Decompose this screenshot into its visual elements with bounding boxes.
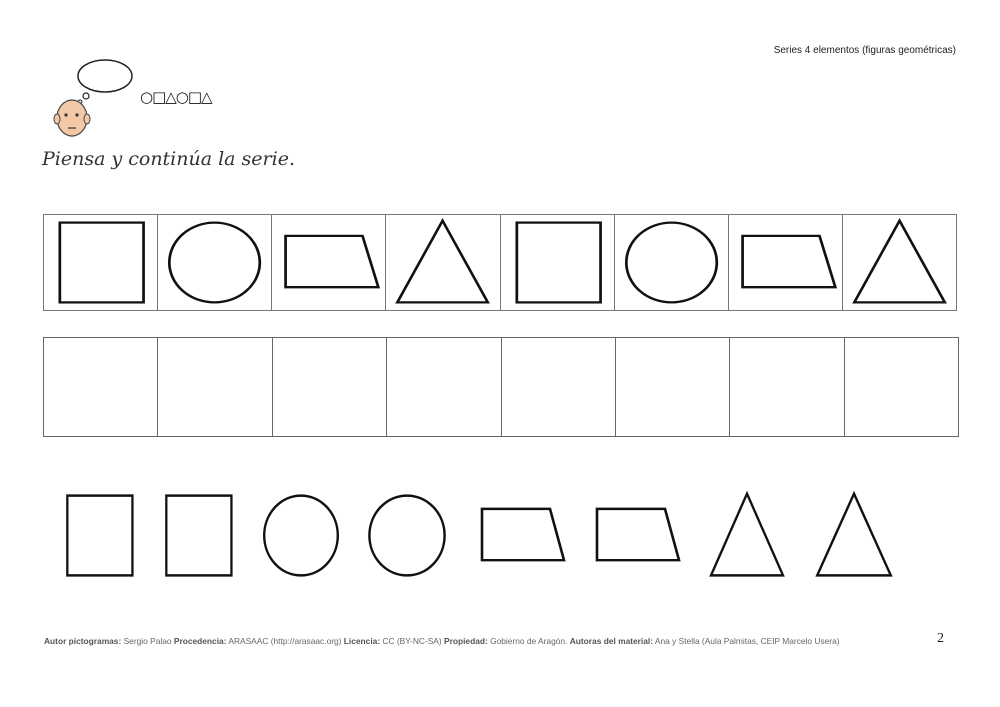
model-cell-1 [43,214,158,311]
footer-licencia-label: Licencia: [343,636,381,646]
triangle-icon [843,215,956,310]
triangle-icon [386,215,499,310]
square-shape [516,223,600,303]
square-icon [55,488,143,583]
draggable-piece-circle-4[interactable] [360,488,454,583]
answer-cell-2[interactable] [157,338,271,436]
trapezoid-shape [742,236,835,287]
answer-cell-7[interactable] [729,338,843,436]
square-shape [67,496,132,576]
answer-cell-8[interactable] [844,338,958,436]
instruction-text: Piensa y continúa la serie. [42,148,295,170]
circle-shape [369,496,444,576]
header-title: Series 4 elementos (figuras geométricas) [773,45,956,56]
answer-cell-4[interactable] [386,338,500,436]
footer-autoras-value: Ana y Stella (Aula Palmitas, CEIP Marcelo Usera) [654,636,840,646]
footer-autor-label: Autor pictogramas: [44,636,122,646]
square-shape [60,223,144,303]
footer-procedencia-label: Procedencia: [173,636,227,646]
answer-cell-3[interactable] [272,338,386,436]
square-icon [501,215,614,310]
footer-procedencia-value: ARASAAC (http://arasaac.org) [228,636,342,646]
answer-cell-6[interactable] [615,338,729,436]
circle-icon [615,215,728,310]
draggable-piece-trapezoid-6[interactable] [585,488,685,583]
trapezoid-shape [286,236,379,287]
thinking-child-icon [52,58,138,138]
model-cell-6 [614,214,729,311]
draggable-piece-square-1[interactable] [55,488,143,583]
model-cell-8 [842,214,957,311]
draggable-piece-square-2[interactable] [154,488,242,583]
footer-propiedad-value: Gobierno de Aragón. [490,636,568,646]
answer-series-row [43,337,959,437]
draggable-piece-triangle-8[interactable] [808,488,900,583]
square-shape [166,496,231,576]
triangle-shape [711,494,783,576]
footer-credits [44,636,840,646]
answer-cell-1[interactable] [44,338,157,436]
triangle-shape [398,221,489,303]
draggable-piece-circle-3[interactable] [255,488,347,583]
footer-autoras-label: Autoras del material: [569,636,654,646]
footer-propiedad-label: Propiedad: [444,636,488,646]
pictogram-shapes-text: ○□△○□△ [140,88,212,106]
page-number: 2 [937,631,944,646]
triangle-shape [854,221,945,303]
model-cell-5 [500,214,615,311]
circle-shape [169,223,260,303]
triangle-shape [817,494,891,576]
triangle-icon [808,488,900,583]
answer-cell-5[interactable] [501,338,615,436]
draggable-piece-triangle-7[interactable] [702,488,792,583]
trapezoid-icon [585,488,685,583]
trapezoid-icon [470,488,570,583]
trapezoid-icon [729,215,842,310]
model-cell-7 [728,214,843,311]
circle-icon [360,488,454,583]
draggable-piece-trapezoid-5[interactable] [470,488,570,583]
square-icon [154,488,242,583]
model-series-row [43,214,957,311]
model-cell-2 [157,214,272,311]
trapezoid-icon [272,215,385,310]
square-icon [44,215,157,310]
circle-shape [264,496,338,576]
triangle-icon [702,488,792,583]
circle-icon [255,488,347,583]
footer-licencia-value: CC (BY-NC-SA) [382,636,442,646]
trapezoid-shape [597,509,679,560]
shape-pieces [50,488,910,588]
circle-icon [158,215,271,310]
circle-shape [626,223,717,303]
footer-autor-value: Sergio Palao [123,636,172,646]
model-cell-4 [385,214,500,311]
model-cell-3 [271,214,386,311]
trapezoid-shape [482,509,564,560]
